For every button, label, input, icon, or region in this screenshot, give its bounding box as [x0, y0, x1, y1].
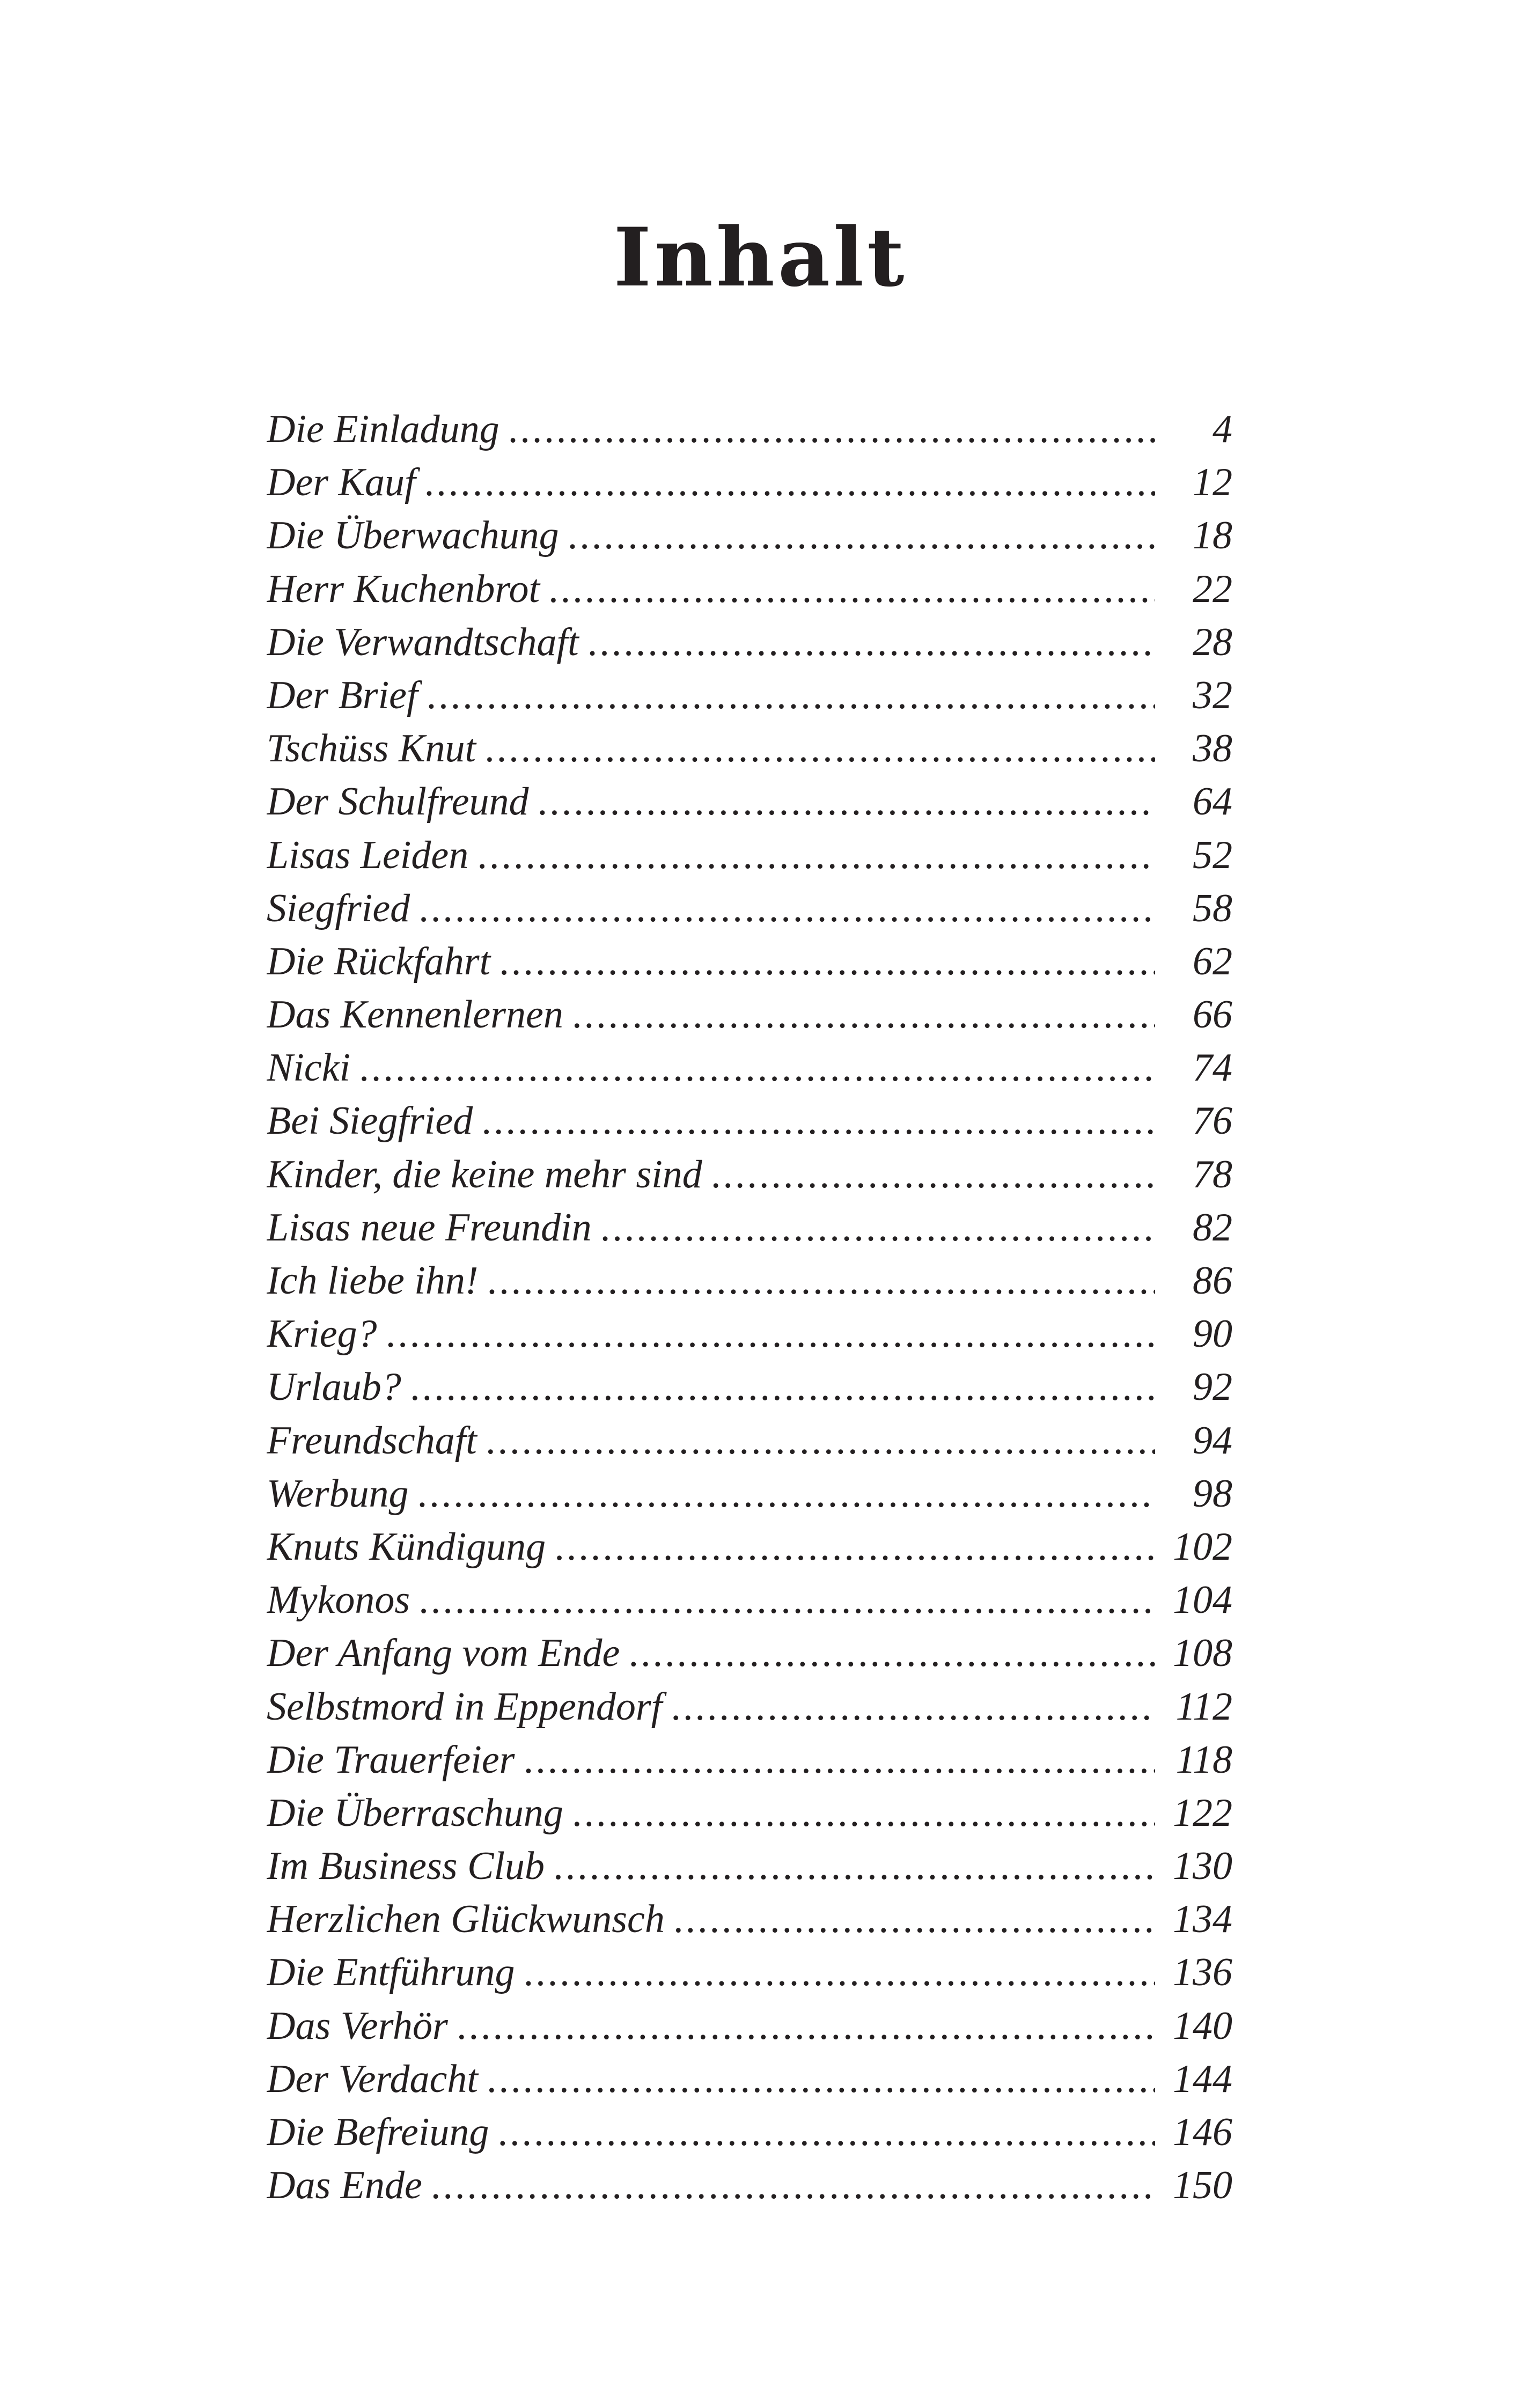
toc-entry — [267, 1414, 1232, 1467]
toc-entry-page-number: 118 — [1175, 1737, 1232, 1782]
dot-leader — [538, 775, 1155, 828]
toc-entry-title: Der Brief — [267, 673, 418, 717]
toc-entry-page-number: 108 — [1173, 1631, 1232, 1676]
toc-entry — [267, 1627, 1232, 1680]
toc-entry — [267, 1787, 1232, 1840]
toc-entry — [267, 882, 1232, 935]
toc-entry-title: Das Ende — [267, 2163, 422, 2208]
dot-leader — [488, 2053, 1155, 2106]
toc-entry — [267, 1095, 1232, 1148]
toc-entry-page-number: 82 — [1193, 1205, 1232, 1250]
toc-entry — [267, 1467, 1232, 1521]
toc-entry-title: Die Einladung — [267, 407, 499, 451]
toc-entry — [267, 2159, 1232, 2212]
toc-entry-title: Der Anfang vom Ende — [267, 1631, 620, 1676]
toc-entry — [267, 403, 1232, 456]
toc-entry-page-number: 74 — [1193, 1046, 1232, 1090]
dot-leader — [486, 722, 1155, 775]
toc-entry — [267, 456, 1232, 509]
toc-entry-title: Ich liebe ihn! — [267, 1259, 479, 1303]
dot-leader — [549, 563, 1155, 616]
toc-entry — [267, 935, 1232, 988]
toc-entry — [267, 722, 1232, 775]
toc-entry-page-number: 146 — [1173, 2110, 1232, 2154]
toc-entry-title: Herr Kuchenbrot — [267, 567, 540, 611]
dot-leader — [509, 403, 1155, 456]
toc-entry-page-number: 32 — [1193, 673, 1232, 717]
toc-entry — [267, 563, 1232, 616]
toc-entry-title: Im Business Club — [267, 1844, 545, 1889]
toc-entry-page-number: 98 — [1193, 1471, 1232, 1516]
dot-leader — [573, 988, 1155, 1041]
dot-leader — [672, 1680, 1155, 1734]
dot-leader — [418, 1467, 1156, 1521]
toc-entry-page-number: 86 — [1193, 1259, 1232, 1303]
toc-entry-page-number: 28 — [1193, 620, 1232, 664]
toc-entry-title: Herzlichen Glückwunsch — [267, 1897, 665, 1942]
toc-entry-page-number: 22 — [1193, 567, 1232, 611]
toc-entry-title: Nicki — [267, 1046, 351, 1090]
toc-entry — [267, 1254, 1232, 1308]
dot-leader — [524, 1734, 1155, 1787]
toc-entry-page-number: 66 — [1193, 993, 1232, 1037]
toc-entry-title: Selbstmord in Eppendorf — [267, 1684, 663, 1729]
dot-leader — [432, 2159, 1155, 2212]
toc-entry-title: Das Verhör — [267, 2003, 448, 2048]
toc-entry-page-number: 122 — [1173, 1790, 1232, 1835]
toc-entry — [267, 2053, 1232, 2106]
page-title: Inhalt — [613, 210, 908, 305]
toc-entry — [267, 669, 1232, 722]
toc-entry-page-number: 76 — [1193, 1099, 1232, 1143]
dot-leader — [554, 1840, 1155, 1893]
toc-entry-title: Die Rückfahrt — [267, 939, 491, 983]
toc-entry-page-number: 4 — [1213, 407, 1232, 451]
toc-entry-page-number: 130 — [1173, 1844, 1232, 1889]
toc-entry — [267, 616, 1232, 669]
toc-entry-page-number: 90 — [1193, 1312, 1232, 1356]
toc-entry-title: Die Trauerfeier — [267, 1737, 515, 1782]
dot-leader — [674, 1893, 1155, 1946]
toc-entry-page-number: 144 — [1173, 2057, 1232, 2101]
toc-entry-page-number: 140 — [1173, 2003, 1232, 2048]
toc-entry — [267, 2106, 1232, 2159]
toc-entry-page-number: 64 — [1193, 780, 1232, 824]
toc-entry — [267, 1893, 1232, 1946]
toc-entry-title: Knuts Kündigung — [267, 1524, 546, 1569]
toc-entry-page-number: 102 — [1173, 1524, 1232, 1569]
toc-entry — [267, 1574, 1232, 1627]
toc-entry-title: Die Überwachung — [267, 513, 559, 558]
dot-leader — [420, 882, 1155, 935]
toc-entry-page-number: 134 — [1173, 1897, 1232, 1942]
toc-entry-page-number: 78 — [1193, 1152, 1232, 1196]
dot-leader — [488, 1254, 1156, 1308]
toc-entry-title: Das Kennenlernen — [267, 993, 563, 1037]
toc-entry — [267, 1946, 1232, 1999]
toc-entry — [267, 1148, 1232, 1201]
dot-leader — [589, 616, 1155, 669]
dot-leader — [712, 1148, 1155, 1201]
toc-entry-title: Die Verwandtschaft — [267, 620, 579, 664]
dot-leader — [360, 1041, 1155, 1095]
toc-entry-title: Krieg? — [267, 1312, 377, 1356]
toc-entry — [267, 1041, 1232, 1095]
toc-entry-title: Der Kauf — [267, 460, 416, 505]
dot-leader — [387, 1308, 1155, 1361]
toc-entry — [267, 509, 1232, 562]
toc-entry-title: Die Überraschung — [267, 1790, 563, 1835]
dot-leader — [629, 1627, 1155, 1680]
dot-leader — [601, 1201, 1155, 1254]
toc-entry-title: Siegfried — [267, 886, 410, 930]
toc-entry-title: Urlaub? — [267, 1365, 401, 1409]
toc-entry-page-number: 38 — [1193, 726, 1232, 771]
toc-entry-title: Der Verdacht — [267, 2057, 478, 2101]
toc-entry-page-number: 58 — [1193, 886, 1232, 930]
toc-entry — [267, 1521, 1232, 1574]
toc-entry-page-number: 18 — [1193, 513, 1232, 558]
table-of-contents — [267, 403, 1232, 2212]
toc-entry-title: Bei Siegfried — [267, 1099, 473, 1143]
dot-leader — [482, 1095, 1155, 1148]
toc-entry-title: Die Entführung — [267, 1950, 515, 1995]
dot-leader — [500, 935, 1155, 988]
toc-entry-title: Lisas Leiden — [267, 833, 469, 877]
dot-leader — [573, 1787, 1155, 1840]
toc-entry-page-number: 92 — [1193, 1365, 1232, 1409]
toc-entry — [267, 2000, 1232, 2053]
toc-entry — [267, 1680, 1232, 1734]
toc-entry-page-number: 94 — [1193, 1418, 1232, 1463]
toc-entry — [267, 988, 1232, 1041]
dot-leader — [478, 829, 1155, 882]
toc-entry — [267, 1361, 1232, 1414]
dot-leader — [411, 1361, 1155, 1414]
toc-entry — [267, 1840, 1232, 1893]
toc-entry — [267, 1308, 1232, 1361]
toc-entry-title: Werbung — [267, 1471, 409, 1516]
toc-entry — [267, 829, 1232, 882]
dot-leader — [420, 1574, 1155, 1627]
toc-entry — [267, 1201, 1232, 1254]
toc-entry-title: Kinder, die keine mehr sind — [267, 1152, 702, 1196]
toc-entry-title: Mykonos — [267, 1578, 410, 1623]
toc-entry-page-number: 150 — [1173, 2163, 1232, 2208]
toc-entry-page-number: 112 — [1175, 1684, 1232, 1729]
toc-entry-page-number: 136 — [1173, 1950, 1232, 1995]
dot-leader — [428, 669, 1155, 722]
dot-leader — [498, 2106, 1155, 2159]
dot-leader — [569, 509, 1155, 562]
toc-entry-title: Tschüss Knut — [267, 726, 476, 771]
toc-entry-page-number: 104 — [1173, 1578, 1232, 1623]
dot-leader — [555, 1521, 1155, 1574]
toc-entry-title: Lisas neue Freundin — [267, 1205, 592, 1250]
toc-entry-page-number: 12 — [1193, 460, 1232, 505]
toc-entry-page-number: 52 — [1193, 833, 1232, 877]
dot-leader — [458, 2000, 1155, 2053]
dot-leader — [487, 1414, 1155, 1467]
toc-entry — [267, 775, 1232, 828]
toc-entry-title: Freundschaft — [267, 1418, 477, 1463]
toc-entry-title: Die Befreiung — [267, 2110, 489, 2154]
dot-leader — [524, 1946, 1155, 1999]
toc-entry-title: Der Schulfreund — [267, 780, 529, 824]
toc-entry-page-number: 62 — [1193, 939, 1232, 983]
toc-entry — [267, 1734, 1232, 1787]
dot-leader — [425, 456, 1156, 509]
